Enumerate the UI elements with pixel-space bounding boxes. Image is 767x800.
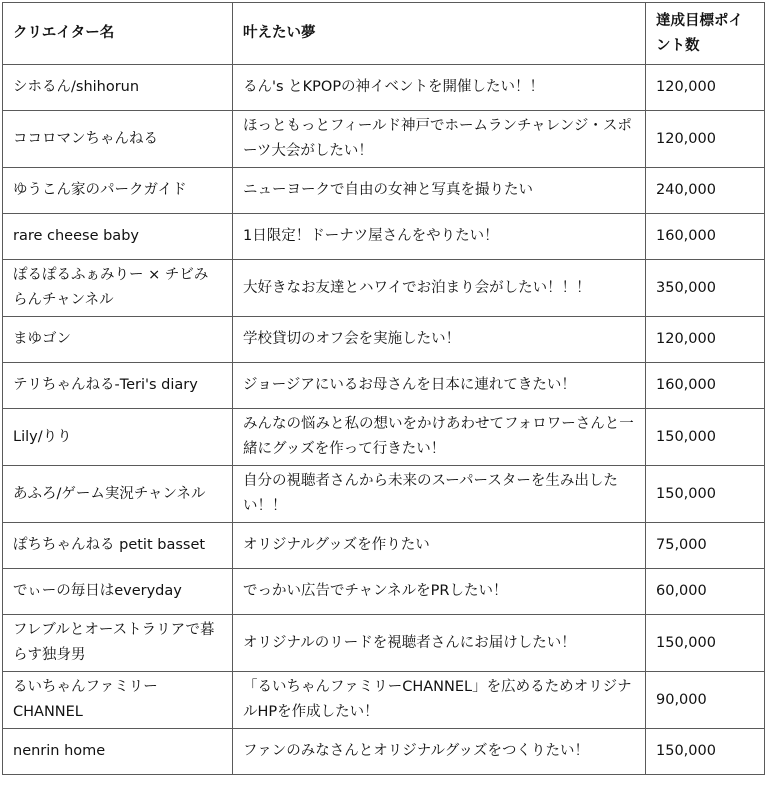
table-row: [3, 466, 765, 523]
target-points-cell: 60,000: [646, 569, 765, 615]
target-points-cell: 90,000: [646, 672, 765, 729]
dream-cell: みんなの悩みと私の想いをかけあわせてフォロワーさんと一緒にグッズを作って行きたい！: [233, 409, 646, 466]
table-row: [3, 729, 765, 775]
creator-name-cell: るいちゃんファミリーCHANNEL: [3, 672, 233, 729]
header-creator-name: クリエイター名: [3, 3, 233, 65]
creator-name-cell: フレブルとオーストラリアで暮らす独身男: [3, 615, 233, 672]
creator-name-cell: あふろ/ゲーム実況チャンネル: [3, 466, 233, 523]
creator-dreams-table-container: [2, 2, 765, 775]
table-row: [3, 615, 765, 672]
creator-name-cell: ぽるぽるふぁみりー × チビみらんチャンネル: [3, 260, 233, 317]
target-points-cell: 150,000: [646, 729, 765, 775]
creator-name-cell: Lily/りり: [3, 409, 233, 466]
table-row: [3, 523, 765, 569]
creator-name-cell: まゆゴン: [3, 317, 233, 363]
dream-cell: オリジナルグッズを作りたい: [233, 523, 646, 569]
dream-cell: ジョージアにいるお母さんを日本に連れてきたい！: [233, 363, 646, 409]
header-dream: 叶えたい夢: [233, 3, 646, 65]
creator-name-cell: ゆうこん家のパークガイド: [3, 168, 233, 214]
creator-dreams-table: [2, 2, 765, 775]
dream-cell: ニューヨークで自由の女神と写真を撮りたい: [233, 168, 646, 214]
dream-cell: 学校貸切のオフ会を実施したい！: [233, 317, 646, 363]
target-points-cell: 150,000: [646, 615, 765, 672]
table-row: [3, 569, 765, 615]
header-target-points: 達成目標ポイント数: [646, 3, 765, 65]
creator-name-cell: ココロマンちゃんねる: [3, 111, 233, 168]
table-row: [3, 672, 765, 729]
dream-cell: ほっともっとフィールド神戸でホームランチャレンジ・スポーツ大会がしたい！: [233, 111, 646, 168]
dream-cell: でっかい広告でチャンネルをPRしたい！: [233, 569, 646, 615]
target-points-cell: 150,000: [646, 409, 765, 466]
dream-cell: 大好きなお友達とハワイでお泊まり会がしたい！！！: [233, 260, 646, 317]
table-row: [3, 317, 765, 363]
target-points-cell: 350,000: [646, 260, 765, 317]
dream-cell: 1日限定！ドーナツ屋さんをやりたい！: [233, 214, 646, 260]
creator-name-cell: rare cheese baby: [3, 214, 233, 260]
table-row: [3, 168, 765, 214]
table-row: [3, 65, 765, 111]
target-points-cell: 120,000: [646, 111, 765, 168]
target-points-cell: 160,000: [646, 363, 765, 409]
creator-name-cell: テリちゃんねる-Teri's diary: [3, 363, 233, 409]
target-points-cell: 120,000: [646, 65, 765, 111]
target-points-cell: 240,000: [646, 168, 765, 214]
table-row: [3, 111, 765, 168]
table-header-row: [3, 3, 765, 65]
dream-cell: るん's とKPOPの神イベントを開催したい！！: [233, 65, 646, 111]
table-row: [3, 363, 765, 409]
dream-cell: オリジナルのリードを視聴者さんにお届けしたい！: [233, 615, 646, 672]
table-row: [3, 260, 765, 317]
target-points-cell: 160,000: [646, 214, 765, 260]
dream-cell: 「るいちゃんファミリーCHANNEL」を広めるためオリジナルHPを作成したい！: [233, 672, 646, 729]
dream-cell: 自分の視聴者さんから未来のスーパースターを生み出したい！！: [233, 466, 646, 523]
creator-name-cell: シホるん/shihorun: [3, 65, 233, 111]
creator-name-cell: ぽちちゃんねる petit basset: [3, 523, 233, 569]
table-row: [3, 214, 765, 260]
target-points-cell: 75,000: [646, 523, 765, 569]
creator-name-cell: nenrin home: [3, 729, 233, 775]
target-points-cell: 120,000: [646, 317, 765, 363]
creator-name-cell: でぃーの毎日はeveryday: [3, 569, 233, 615]
table-row: [3, 409, 765, 466]
target-points-cell: 150,000: [646, 466, 765, 523]
dream-cell: ファンのみなさんとオリジナルグッズをつくりたい！: [233, 729, 646, 775]
